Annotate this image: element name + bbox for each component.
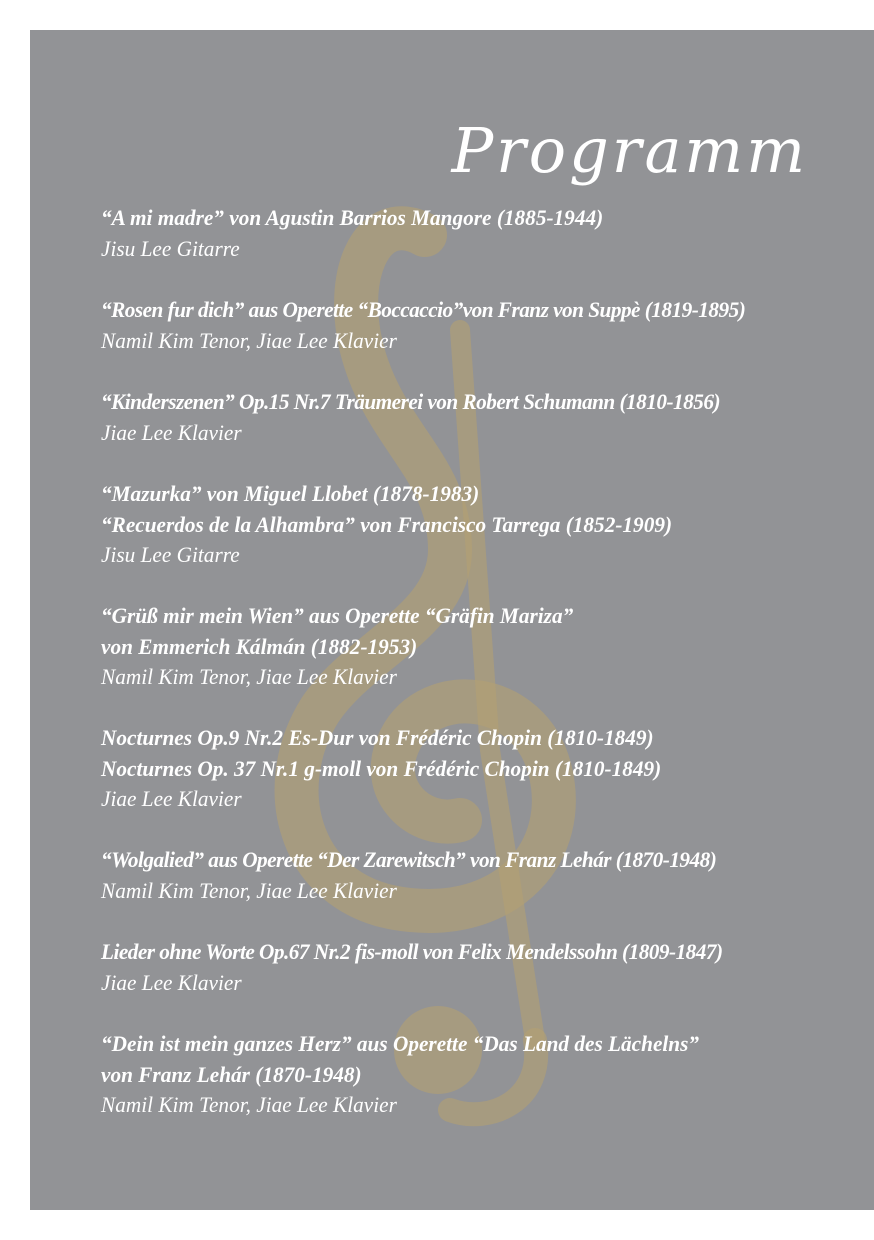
performers: Namil Kim Tenor, Jiae Lee Klavier [101, 877, 397, 903]
work-title: “Mazurka” von Miguel Llobet (1878-1983) [101, 481, 480, 506]
program-item [101, 723, 861, 845]
program-item [101, 1029, 861, 1151]
program-item [101, 295, 861, 387]
page-title: Programm [451, 113, 808, 187]
work-title: “Recuerdos de la Alhambra” von Francisco Tarrega (1852-1909) [101, 511, 673, 537]
program-list [101, 203, 861, 1151]
program-item [101, 845, 861, 937]
work-title: Lieder ohne Worte Op.67 Nr.2 fis-moll von Felix Mendelssohn (1809-1847) [101, 939, 723, 964]
performers: Jiae Lee Klavier [101, 419, 242, 445]
work-title: “Kinderszenen” Op.15 Nr.7 Träumerei von Robert Schumann (1810-1856) [101, 389, 721, 414]
work-title: Nocturnes Op.9 Nr.2 Es-Dur von Frédéric Chopin (1810-1849) [101, 725, 654, 750]
program-item [101, 601, 861, 723]
performers: Namil Kim Tenor, Jiae Lee Klavier [101, 327, 397, 353]
work-title: von Emmerich Kálmán (1882-1953) [101, 633, 418, 659]
performers: Jiae Lee Klavier [101, 969, 242, 995]
performers: Namil Kim Tenor, Jiae Lee Klavier [101, 664, 397, 689]
work-title: “Rosen fur dich” aus Operette “Boccaccio”von Franz von Suppè (1819-1895) [101, 297, 746, 322]
performers: Jisu Lee Gitarre [101, 542, 240, 567]
performers: Jisu Lee Gitarre [101, 235, 240, 261]
work-title: “Grüß mir mein Wien” aus Operette “Gräfin Mariza” [101, 603, 574, 628]
performers: Jiae Lee Klavier [101, 786, 242, 811]
program-item [101, 387, 861, 479]
work-title: “A mi madre” von Agustin Barrios Mangore (1885-1944) [101, 205, 604, 230]
program-item [101, 937, 861, 1029]
work-title: “Wolgalied” aus Operette “Der Zarewitsch” von Franz Lehár (1870-1948) [101, 847, 717, 872]
work-title: von Franz Lehár (1870-1948) [101, 1061, 362, 1087]
program-item [101, 203, 861, 295]
performers: Namil Kim Tenor, Jiae Lee Klavier [101, 1092, 397, 1117]
work-title: Nocturnes Op. 37 Nr.1 g-moll von Frédéric Chopin (1810-1849) [101, 755, 662, 781]
program-item [101, 479, 861, 601]
program-panel [30, 30, 874, 1210]
work-title: “Dein ist mein ganzes Herz” aus Operette “Das Land des Lächelns” [101, 1031, 700, 1056]
